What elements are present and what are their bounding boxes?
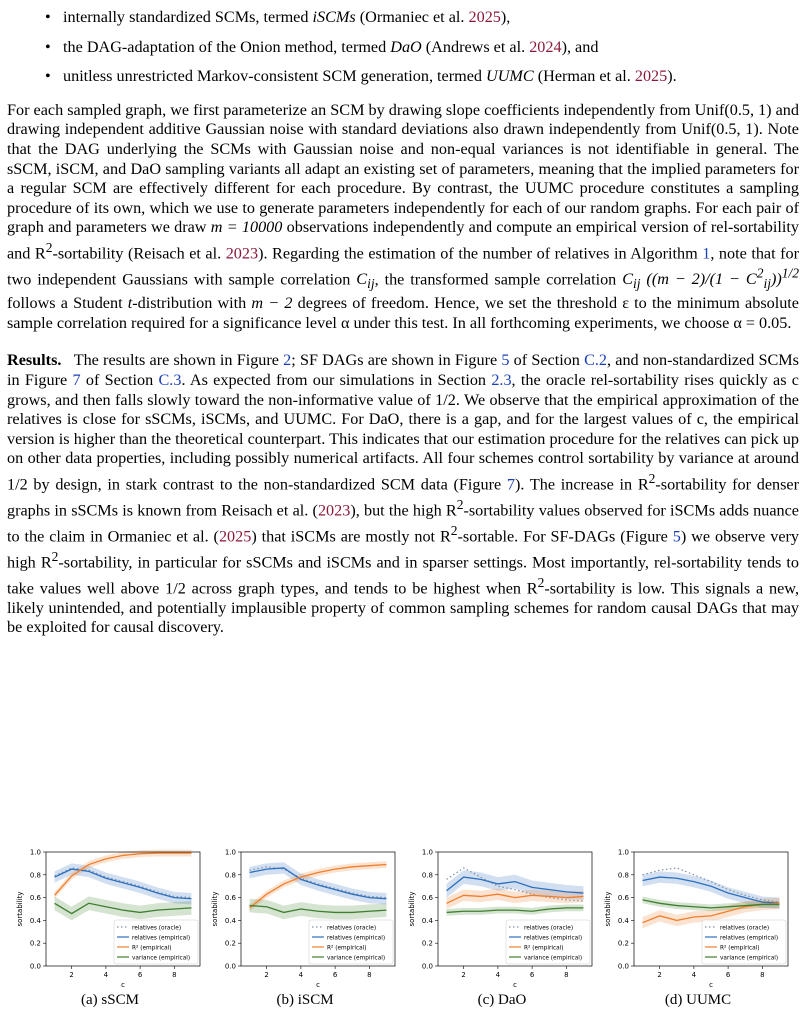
legend-label: relatives (oracle) xyxy=(720,925,770,932)
citation-link[interactable]: 2025 xyxy=(468,8,501,26)
y-tick-label: 0.0 xyxy=(224,962,236,971)
y-tick-label: 0.6 xyxy=(617,894,629,903)
x-axis-label: c xyxy=(316,981,320,989)
x-tick-label: 6 xyxy=(332,971,338,979)
y-tick-label: 0.4 xyxy=(617,916,629,925)
y-tick-label: 0.2 xyxy=(224,939,236,948)
y-tick-label: 0.4 xyxy=(29,916,41,925)
y-tick-label: 0.8 xyxy=(224,871,236,880)
x-tick-label: 4 xyxy=(298,971,304,979)
caption-uumc: (d) UUMC xyxy=(664,992,732,1008)
list-item: • internally standardized SCMs, termed iSCMs (Ormaniec et al. 2025), xyxy=(63,8,799,28)
legend-label: variance (empirical) xyxy=(132,955,191,962)
citation-link[interactable]: 2023 xyxy=(225,244,259,263)
figure-ref-link[interactable]: 5 xyxy=(672,527,681,546)
y-axis-label: sortability xyxy=(408,891,416,927)
panel-sscm xyxy=(10,842,210,1011)
list-item: • the DAG-adaptation of the Onion method, termed DaO (Andrews et al. 2024), and xyxy=(63,38,799,58)
legend-label: relatives (empirical) xyxy=(327,935,386,942)
caption-sscm: (a) sSCM xyxy=(81,992,139,1008)
list-item: • unitless unrestricted Markov-consistent SCM generation, termed UUMC (Herman et al. 2025). xyxy=(63,67,799,87)
legend-label: relatives (oracle) xyxy=(524,925,574,932)
section-ref-link[interactable]: C.3 xyxy=(158,370,182,389)
figure-ref-link[interactable]: 5 xyxy=(501,351,510,370)
y-tick-label: 0.2 xyxy=(29,939,41,948)
x-tick-label: 4 xyxy=(103,971,109,979)
legend-label: R² (empirical) xyxy=(132,945,172,952)
x-tick-label: 6 xyxy=(137,971,143,979)
y-tick-label: 0.0 xyxy=(421,962,433,971)
x-axis-label: c xyxy=(121,981,125,989)
section-ref-link[interactable]: 2.3 xyxy=(491,370,512,389)
paragraph-results: Results. The results are shown in Figure 2; SF DAGs are shown in Figure 5 of Section C.2, and non-standardized SCMs in Figure 7 of Section C.3. As expected from our simulations in Section 2.3, the oracle rel-sortability rises quickly as c grows, and then falls slowly toward the non-informative value of 1/2. We observe that the empirical approximation of the relatives is close for sSCMs, iSCMs, and UUMC. For DaO, there is a gap, and for the largest values of c, the empirical version is higher than the theoretical counterpart. This indicates that our estimation procedure for the relatives can pick up on other data properties, including possibly numerical artifacts. All four schemes control sortability by variance at around 1/2 by design, in stark contrast to the non-standardized SCM data (Figure 7). The increase in $R^2$-sortability for denser graphs in sSCMs is known from Reisach et al. (2023), but the high $R^2$-sortability values observed for iSCMs adds nuance to the claim in Ormaniec et al. (2025) that iSCMs are mostly not $R^2$-sortable. For SF-DAGs (Figure 5) we observe very high $R^2$-sortability, in particular for sSCMs and iSCMs and in sparser settings. Most importantly, rel-sortability tends to take values well above 1/2 across graph types, and tends to be highest when $R^2$-sortability is low. This signals a new, likely unintended, and potentially implausible property of common sampling schemes for random causal DAGs that may be exploited for causal discovery. xyxy=(7,351,799,637)
citation-link[interactable]: 2023 xyxy=(317,501,351,520)
y-tick-label: 0.8 xyxy=(421,871,433,880)
y-axis-label: sortability xyxy=(16,891,24,927)
y-tick-label: 0.6 xyxy=(421,894,433,903)
caption-dao: (c) DaO xyxy=(477,992,527,1008)
panel-dao xyxy=(402,842,602,1011)
page-body xyxy=(7,0,799,638)
y-tick-label: 0.8 xyxy=(29,871,41,880)
legend-label: variance (empirical) xyxy=(720,955,779,962)
figure-2 xyxy=(0,842,808,1011)
y-tick-label: 0.0 xyxy=(617,962,629,971)
legend-label: R² (empirical) xyxy=(327,945,367,952)
x-tick-label: 8 xyxy=(760,971,765,979)
paragraph-setup: For each sampled graph, we first parameterize an SCM by drawing slope coefficients independently from Unif(0.5, 1) and drawing independent additive Gaussian noise with standard deviations also drawn independently from Unif(0.5, 1). Note that the DAG underlying the SCMs with Gaussian noise and non-equal variances is not identifiable in general. The sSCM, iSCM, and DaO sampling variants all adapt an existing set of parameters, meaning that the implied parameters for a regular SCM are effectively different for each procedure. By contrast, the UUMC procedure constitutes a sampling procedure of its own, which we use to generate parameters independently for each of our random graphs. For each pair of graph and parameters we draw m = 10000 observations independently and compute an empirical version of rel-sortability and $R^2$-sortability (Reisach et al. 2023). Regarding the estimation of the number of relatives in Algorithm 1, note that for two independent Gaussians with sample correlation $C_{ij}$, the transformed sample correlation $C_{ij}$ $((m - 2)/(1 - C^2_{ij}))^{1/2}$ follows a Student t-distribution with m − 2 degrees of freedom. Hence, we set the threshold ε to the minimum absolute sample correlation required for a significance level α under this test. In all forthcoming experiments, we choose α = 0.05. xyxy=(7,100,800,332)
figure-ref-link[interactable]: 2 xyxy=(283,351,292,370)
legend-label: relatives (oracle) xyxy=(327,925,377,932)
chart-dao xyxy=(402,842,602,990)
x-tick-label: 4 xyxy=(691,971,697,979)
citation-link[interactable]: 2024 xyxy=(529,37,562,56)
x-tick-label: 2 xyxy=(264,971,269,979)
legend-label: relatives (empirical) xyxy=(132,935,191,942)
x-tick-label: 6 xyxy=(725,971,731,979)
x-axis-label: c xyxy=(513,981,517,989)
algorithm-ref-link[interactable]: 1 xyxy=(702,244,711,263)
y-tick-label: 1.0 xyxy=(29,848,41,857)
y-tick-label: 0.4 xyxy=(224,916,236,925)
y-tick-label: 0.2 xyxy=(617,939,629,948)
chart-sscm xyxy=(10,842,210,990)
chart-iscm xyxy=(205,842,405,990)
x-tick-label: 4 xyxy=(495,971,501,979)
y-tick-label: 0.2 xyxy=(421,939,433,948)
panel-iscm xyxy=(205,842,405,1011)
y-tick-label: 0.6 xyxy=(224,894,236,903)
x-tick-label: 8 xyxy=(367,971,372,979)
caption-iscm: (b) iSCM xyxy=(276,992,334,1008)
figure-ref-link[interactable]: 7 xyxy=(506,475,515,494)
legend-label: R² (empirical) xyxy=(524,945,564,952)
legend-label: R² (empirical) xyxy=(720,945,760,952)
x-tick-label: 2 xyxy=(461,971,466,979)
y-axis-label: sortability xyxy=(604,891,612,927)
legend-label: variance (empirical) xyxy=(524,955,583,962)
y-tick-label: 0.0 xyxy=(29,962,41,971)
panel-uumc xyxy=(598,842,798,1011)
section-ref-link[interactable]: C.2 xyxy=(584,351,608,370)
legend-label: relatives (oracle) xyxy=(132,925,182,932)
x-tick-label: 8 xyxy=(172,971,177,979)
y-axis-label: sortability xyxy=(211,891,219,927)
series-line xyxy=(55,853,192,895)
y-tick-label: 0.4 xyxy=(421,916,433,925)
y-tick-label: 1.0 xyxy=(617,848,629,857)
x-tick-label: 2 xyxy=(657,971,662,979)
legend-label: variance (empirical) xyxy=(327,955,386,962)
chart-uumc xyxy=(598,842,798,990)
legend-label: relatives (empirical) xyxy=(524,935,583,942)
x-tick-label: 8 xyxy=(564,971,569,979)
x-axis-label: c xyxy=(709,981,713,989)
method-list xyxy=(7,8,799,87)
citation-link[interactable]: 2025 xyxy=(634,67,668,86)
y-tick-label: 1.0 xyxy=(224,848,236,857)
legend-label: relatives (empirical) xyxy=(720,935,779,942)
x-tick-label: 6 xyxy=(529,971,535,979)
y-tick-label: 0.8 xyxy=(617,871,629,880)
citation-link[interactable]: 2025 xyxy=(218,527,252,546)
y-tick-label: 0.6 xyxy=(29,894,41,903)
figure-ref-link[interactable]: 7 xyxy=(72,370,81,389)
x-tick-label: 2 xyxy=(69,971,74,979)
y-tick-label: 1.0 xyxy=(421,848,433,857)
